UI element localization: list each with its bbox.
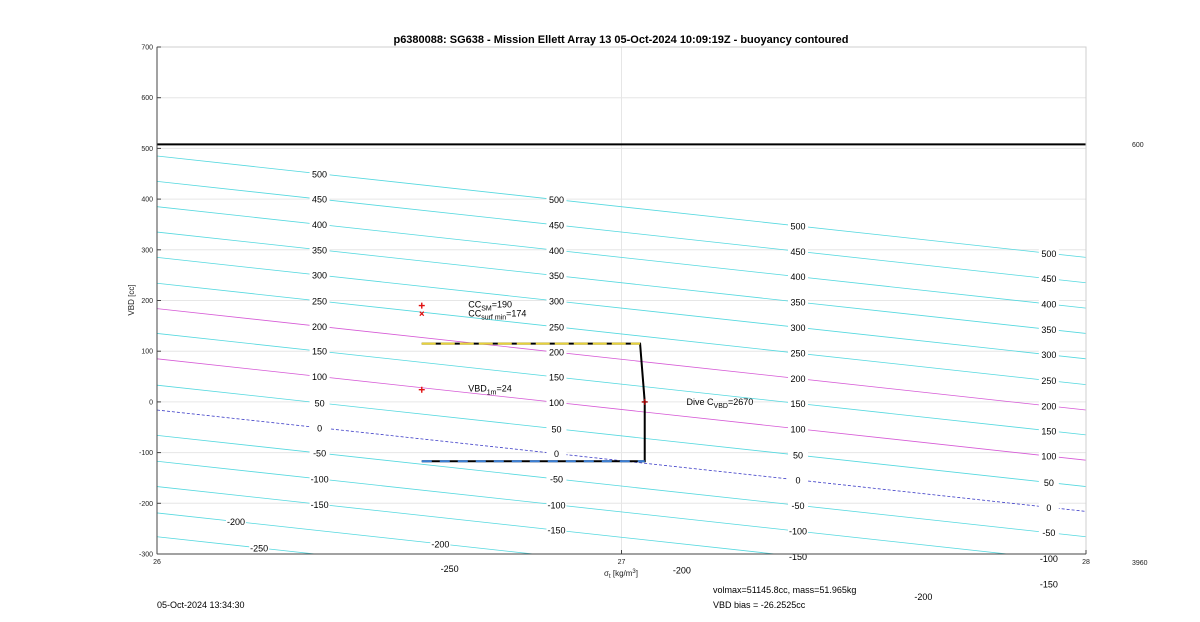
marker-plus <box>419 303 425 309</box>
contour-label: 200 <box>548 347 564 358</box>
contour-label: 100 <box>312 372 328 383</box>
y-tick-label: 600 <box>141 95 153 103</box>
annotation: $VBD_{1m}=24$ <box>468 383 512 397</box>
right-label-top: 600 <box>1132 142 1144 149</box>
grid-lines <box>157 47 1086 554</box>
contour-label: 100 <box>790 424 806 435</box>
contour-label: -100 <box>547 500 566 511</box>
contour-label: 150 <box>548 372 564 383</box>
x-tick-label: 28 <box>1082 559 1090 566</box>
contour-label: 300 <box>548 296 564 307</box>
annotation: $CC_{surf min}=174$ <box>468 308 527 322</box>
markers <box>419 303 648 405</box>
contour-label: 0 <box>1046 502 1052 513</box>
contour-label: 50 <box>1043 478 1054 489</box>
contour-label: -200 <box>672 565 691 576</box>
contour-label: 0 <box>795 475 801 486</box>
contour-label: 300 <box>790 322 806 333</box>
contour-label: 400 <box>1041 299 1057 310</box>
contour-label: 250 <box>312 296 328 307</box>
annotations <box>468 300 753 410</box>
contour-label: -100 <box>1039 554 1058 565</box>
y-tick-label: 400 <box>141 196 153 204</box>
dive-profile-line <box>422 344 645 462</box>
contour-label: 100 <box>1041 451 1057 462</box>
chart-title: p6380088: SG638 - Mission Ellett Array 13 05-Oct-2024 10:09:19Z - buoyancy contoured <box>393 34 849 46</box>
y-tick-label: 0 <box>149 399 153 407</box>
contour-label: -150 <box>310 499 329 510</box>
contour-label: 300 <box>1041 350 1057 361</box>
y-tick-label: 700 <box>141 44 153 52</box>
annotation: Dive $C_{VBD}=2670$ <box>686 396 754 410</box>
contour-label: -50 <box>791 500 805 511</box>
y-tick-label: -200 <box>138 500 153 508</box>
contour-label: 250 <box>548 322 564 333</box>
contour-label: 0 <box>553 449 559 460</box>
footer-volmax: volmax=51145.8cc, mass=51.965kg <box>713 585 857 595</box>
contour-label: 0 <box>317 423 323 434</box>
y-tick-label: 500 <box>141 145 153 153</box>
contour-label: 350 <box>790 297 806 308</box>
contour-label: 400 <box>312 219 328 230</box>
y-axis-label: VBD [cc] <box>127 284 136 316</box>
contour-label: 150 <box>312 346 328 357</box>
contour-label: 200 <box>312 321 328 332</box>
contour-label: -150 <box>789 552 808 563</box>
x-axis-label: $\sigma_t$ $[kg/m^3]$ <box>604 569 638 580</box>
y-tick-label: -100 <box>138 450 153 458</box>
x-tick-label: 26 <box>153 559 161 566</box>
y-tick-label: 300 <box>141 247 153 255</box>
contour-label: -250 <box>440 564 459 575</box>
contour-label: 50 <box>551 424 562 435</box>
y-tick-label: 200 <box>141 298 153 305</box>
contour-label: 150 <box>790 398 806 409</box>
y-tick-label: 100 <box>141 348 153 356</box>
contour-label: 500 <box>790 221 806 232</box>
annotation: $CC_{SM}=190$ <box>468 299 512 313</box>
contour-label: -150 <box>1039 579 1058 590</box>
contour-label: -200 <box>914 592 933 603</box>
contour-label: 300 <box>312 270 328 281</box>
contour-label: 450 <box>312 194 328 205</box>
contour-label: -250 <box>250 543 269 554</box>
contour-label: 250 <box>1041 376 1057 387</box>
contour-label: 500 <box>548 195 564 206</box>
right-label-bottom: 3960 <box>1132 560 1148 567</box>
contour-label: 400 <box>790 272 806 283</box>
axes <box>139 45 1090 567</box>
x-tick-label: 27 <box>617 559 626 566</box>
footer-vbd-bias: VBD bias = -26.2525cc <box>713 600 806 610</box>
contour-label: 250 <box>790 348 806 359</box>
contour-label: 100 <box>548 397 564 408</box>
contour-labels <box>226 169 1059 602</box>
contour-label: 450 <box>790 246 806 257</box>
contour-label: 200 <box>790 374 806 385</box>
contour-label: -200 <box>431 539 450 550</box>
contour-label: 400 <box>548 245 564 256</box>
contour-label: 500 <box>312 169 328 180</box>
contour-label: 450 <box>548 220 564 231</box>
contour-label: -150 <box>547 525 566 536</box>
contour-label: 350 <box>1041 324 1057 335</box>
contour-label: -50 <box>313 448 327 459</box>
contour-label: -100 <box>310 474 329 485</box>
contour-label: 350 <box>548 271 564 282</box>
contour-label: 500 <box>1041 248 1057 259</box>
marker-plus <box>642 399 648 405</box>
contour-label: -200 <box>226 517 245 528</box>
contour-label: 200 <box>1041 401 1057 412</box>
contour-label: 50 <box>793 450 804 461</box>
contour-label: 50 <box>314 398 325 409</box>
contour-label: -50 <box>549 474 563 485</box>
y-tick-label: -300 <box>138 551 153 559</box>
contour-label: 450 <box>1041 274 1057 285</box>
contour-label: 150 <box>1041 426 1057 437</box>
contour-label: -50 <box>1042 528 1056 539</box>
contour-label: -100 <box>789 526 808 537</box>
contour-label: 350 <box>312 245 328 256</box>
footer-timestamp: 05-Oct-2024 13:34:30 <box>157 600 245 610</box>
